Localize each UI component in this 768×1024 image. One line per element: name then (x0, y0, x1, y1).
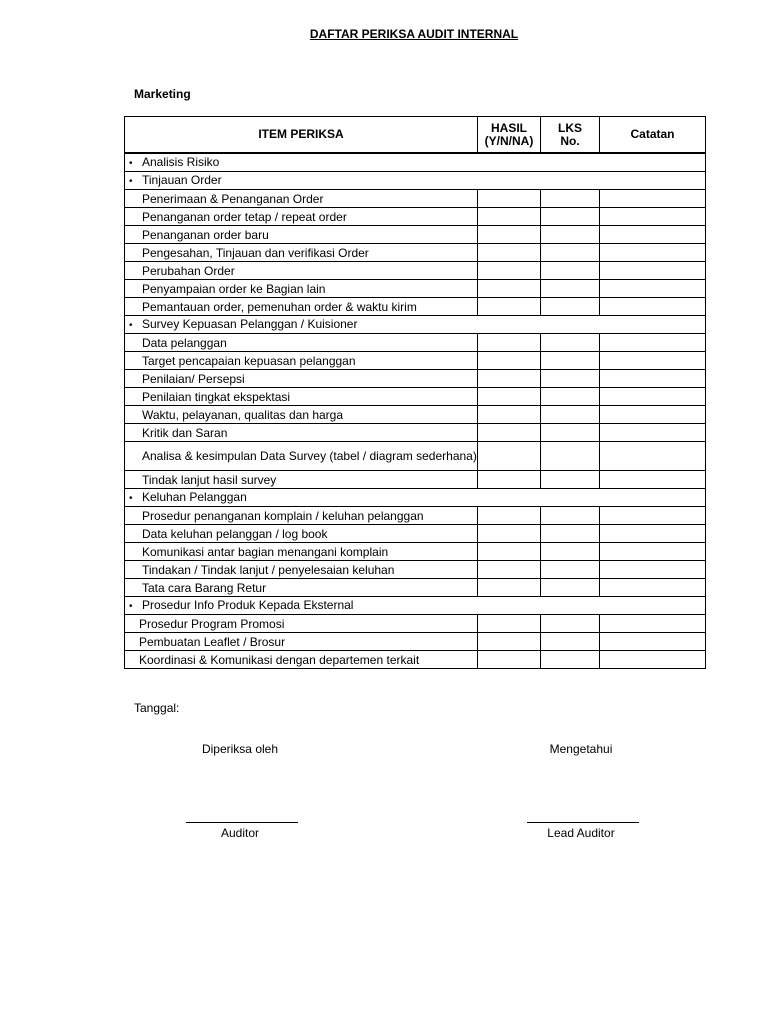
hasil-cell[interactable] (478, 471, 541, 489)
lks-cell[interactable] (541, 244, 600, 262)
catatan-cell[interactable] (600, 352, 706, 370)
group-label: Survey Kepuasan Pelanggan / Kuisioner (142, 316, 358, 331)
header-catatan-label: Catatan (630, 127, 675, 141)
catatan-cell[interactable] (600, 442, 706, 471)
catatan-cell[interactable] (600, 262, 706, 280)
checklist-item-row (125, 579, 706, 597)
signature-role: Lead Auditor (547, 826, 615, 840)
header-lks (541, 117, 600, 154)
checklist-item-row (125, 298, 706, 316)
item-label: Pemantauan order, pemenuhan order & waktu kirim (125, 298, 478, 316)
group-label-cell (125, 489, 706, 507)
checklist-item-row (125, 424, 706, 442)
catatan-cell[interactable] (600, 615, 706, 633)
item-label: Data keluhan pelanggan / log book (125, 525, 478, 543)
hasil-cell[interactable] (478, 442, 541, 471)
item-label: Penyampaian order ke Bagian lain (125, 280, 478, 298)
item-label: Penilaian/ Persepsi (125, 370, 478, 388)
catatan-cell[interactable] (600, 651, 706, 669)
hasil-cell[interactable] (478, 370, 541, 388)
catatan-cell[interactable] (600, 226, 706, 244)
hasil-cell[interactable] (478, 226, 541, 244)
catatan-cell[interactable] (600, 525, 706, 543)
checklist-group-row (125, 153, 706, 172)
catatan-cell[interactable] (600, 298, 706, 316)
checklist-item-row (125, 651, 706, 669)
checklist-item-row (125, 471, 706, 489)
lks-cell[interactable] (541, 424, 600, 442)
hasil-cell[interactable] (478, 280, 541, 298)
header-item (125, 117, 478, 154)
hasil-cell[interactable] (478, 507, 541, 525)
lks-cell[interactable] (541, 388, 600, 406)
hasil-cell[interactable] (478, 190, 541, 208)
item-label: Analisa & kesimpulan Data Survey (tabel / diagram sederhana) (125, 442, 478, 471)
bullet-icon: • (129, 319, 133, 331)
item-label: Target pencapaian kepuasan pelanggan (125, 352, 478, 370)
hasil-cell[interactable] (478, 579, 541, 597)
group-label-cell (125, 153, 706, 172)
bullet-icon: • (129, 492, 133, 504)
checklist-group-row (125, 172, 706, 190)
checklist-group-row (125, 316, 706, 334)
lks-cell[interactable] (541, 543, 600, 561)
hasil-cell[interactable] (478, 244, 541, 262)
checklist-group-row (125, 597, 706, 615)
checklist-item-row (125, 208, 706, 226)
checklist-group-row (125, 489, 706, 507)
item-label: Prosedur penanganan komplain / keluhan pelanggan (125, 507, 478, 525)
catatan-cell[interactable] (600, 424, 706, 442)
checklist-item-row (125, 352, 706, 370)
item-label: Penanganan order tetap / repeat order (125, 208, 478, 226)
checklist-item-row (125, 226, 706, 244)
checklist-item-row (125, 406, 706, 424)
lks-cell[interactable] (541, 298, 600, 316)
hasil-cell[interactable] (478, 561, 541, 579)
item-label: Penerimaan & Penanganan Order (125, 190, 478, 208)
table-header-row (125, 117, 706, 154)
item-label: Penanganan order baru (125, 226, 478, 244)
checklist-item-row (125, 615, 706, 633)
catatan-cell[interactable] (600, 190, 706, 208)
signature-role: Auditor (220, 826, 260, 840)
signature-heading: Diperiksa oleh (201, 742, 279, 756)
checklist-item-row (125, 190, 706, 208)
lks-cell[interactable] (541, 579, 600, 597)
lks-cell[interactable] (541, 352, 600, 370)
lks-cell[interactable] (541, 208, 600, 226)
item-label: Prosedur Program Promosi (125, 615, 478, 633)
checklist-item-row (125, 543, 706, 561)
catatan-cell[interactable] (600, 471, 706, 489)
lks-cell[interactable] (541, 370, 600, 388)
hasil-cell[interactable] (478, 424, 541, 442)
section-label: Marketing (134, 87, 191, 101)
hasil-cell[interactable] (478, 543, 541, 561)
checklist-item-row (125, 507, 706, 525)
catatan-cell[interactable] (600, 633, 706, 651)
hasil-cell[interactable] (478, 334, 541, 352)
hasil-cell[interactable] (478, 262, 541, 280)
checklist-item-row (125, 244, 706, 262)
item-label: Pembuatan Leaflet / Brosur (125, 633, 478, 651)
lks-cell[interactable] (541, 507, 600, 525)
header-hasil-line1: HASIL (491, 120, 527, 135)
lks-cell[interactable] (541, 633, 600, 651)
header-hasil-line2: (Y/N/NA) (484, 133, 534, 148)
item-label: Perubahan Order (125, 262, 478, 280)
hasil-cell[interactable] (478, 525, 541, 543)
catatan-cell[interactable] (600, 244, 706, 262)
checklist-item-row (125, 280, 706, 298)
bullet-icon: • (129, 157, 133, 169)
hasil-cell[interactable] (478, 615, 541, 633)
catatan-cell[interactable] (600, 334, 706, 352)
catatan-cell[interactable] (600, 280, 706, 298)
checklist-item-row (125, 633, 706, 651)
group-label-cell (125, 172, 706, 190)
catatan-cell[interactable] (600, 406, 706, 424)
catatan-cell[interactable] (600, 208, 706, 226)
checklist-item-row (125, 388, 706, 406)
item-label: Koordinasi & Komunikasi dengan departemen terkait (125, 651, 478, 669)
header-item-label: ITEM PERIKSA (258, 127, 344, 141)
lks-cell[interactable] (541, 615, 600, 633)
header-lks-line2: No. (560, 133, 580, 148)
group-label: Prosedur Info Produk Kepada Eksternal (142, 597, 354, 612)
group-label: Keluhan Pelanggan (142, 489, 247, 504)
document-title: DAFTAR PERIKSA AUDIT INTERNAL (309, 27, 519, 41)
group-label-cell (125, 597, 706, 615)
checklist-table (124, 116, 706, 669)
item-label: Waktu, pelayanan, qualitas dan harga (125, 406, 478, 424)
item-label: Kritik dan Saran (125, 424, 478, 442)
lks-cell[interactable] (541, 280, 600, 298)
bullet-icon: • (129, 175, 133, 187)
hasil-cell[interactable] (478, 352, 541, 370)
group-label-cell (125, 316, 706, 334)
item-label: Komunikasi antar bagian menangani komplain (125, 543, 478, 561)
date-label: Tanggal: (134, 701, 180, 715)
group-label: Tinjauan Order (142, 172, 222, 187)
header-catatan (600, 117, 706, 154)
catatan-cell[interactable] (600, 579, 706, 597)
checklist-item-row (125, 525, 706, 543)
checklist-item-row (125, 334, 706, 352)
lks-cell[interactable] (541, 226, 600, 244)
signature-line (527, 822, 639, 823)
catatan-cell[interactable] (600, 388, 706, 406)
catatan-cell[interactable] (600, 370, 706, 388)
hasil-cell[interactable] (478, 208, 541, 226)
checklist-item-row (125, 262, 706, 280)
bullet-icon: • (129, 600, 133, 612)
catatan-cell[interactable] (600, 507, 706, 525)
item-label: Tata cara Barang Retur (125, 579, 478, 597)
lks-cell[interactable] (541, 471, 600, 489)
hasil-cell[interactable] (478, 388, 541, 406)
item-label: Penilaian tingkat ekspektasi (125, 388, 478, 406)
header-lks-line1: LKS (558, 120, 582, 135)
checklist-item-row (125, 442, 706, 471)
group-label: Analisis Risiko (142, 154, 220, 169)
lks-cell[interactable] (541, 406, 600, 424)
lks-cell[interactable] (541, 651, 600, 669)
hasil-cell[interactable] (478, 633, 541, 651)
catatan-cell[interactable] (600, 543, 706, 561)
lks-cell[interactable] (541, 561, 600, 579)
lks-cell[interactable] (541, 442, 600, 471)
item-label: Data pelanggan (125, 334, 478, 352)
signature-heading: Mengetahui (549, 742, 613, 756)
item-label: Tindakan / Tindak lanjut / penyelesaian keluhan (125, 561, 478, 579)
item-label: Pengesahan, Tinjauan dan verifikasi Order (125, 244, 478, 262)
checklist-item-row (125, 561, 706, 579)
item-label: Tindak lanjut hasil survey (125, 471, 478, 489)
hasil-cell[interactable] (478, 651, 541, 669)
hasil-cell[interactable] (478, 298, 541, 316)
lks-cell[interactable] (541, 262, 600, 280)
lks-cell[interactable] (541, 334, 600, 352)
signature-line (186, 822, 298, 823)
hasil-cell[interactable] (478, 406, 541, 424)
lks-cell[interactable] (541, 190, 600, 208)
lks-cell[interactable] (541, 525, 600, 543)
checklist-item-row (125, 370, 706, 388)
header-hasil (478, 117, 541, 154)
catatan-cell[interactable] (600, 561, 706, 579)
